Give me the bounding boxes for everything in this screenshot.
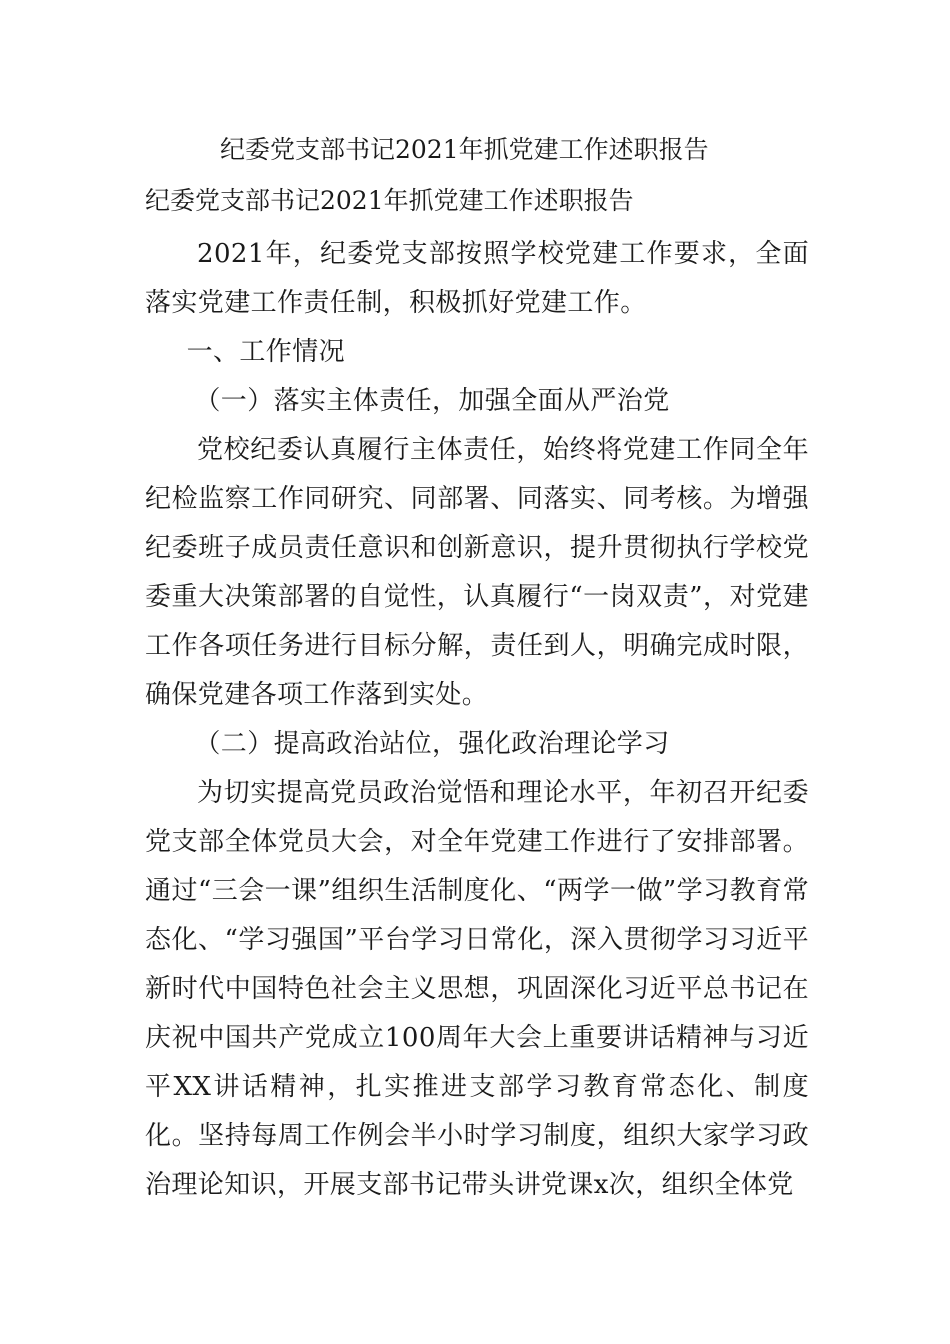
subsection-heading-2: （二）提高政治站位，强化政治理论学习: [194, 729, 670, 759]
subsection-heading-1: （一）落实主体责任，加强全面从严治党: [194, 386, 670, 416]
subsection-paragraph-1: 党校纪委认真履行主体责任，始终将党建工作同全年纪检监察工作同研究、同部署、同落实、同考核。为增强纪委班子成员责任意识和创新意识，提升贯彻执行学校党委重大决策部署的自觉性，认真履行“一岗双责”，对党建工作各项任务进行目标分解，责任到人，明确完成时限，确保党建各项工作落到实处。: [145, 435, 809, 710]
subsection-paragraph-2: 为切实提高党员政治觉悟和理论水平，年初召开纪委党支部全体党员大会，对全年党建工作进行了安排部署。通过“三会一课”组织生活制度化、“两学一做”学习教育常态化、“学习强国”平台学习日常化，深入贯彻学习习近平新时代中国特色社会主义思想，巩固深化习近平总书记在庆祝中国共产党成立100周年大会上重要讲话精神与习近平XX讲话精神，扎实推进支部学习教育常态化、制度化。坚持每周工作例会半小时学习制度，组织大家学习政治理论知识，开展支部书记带头讲党课x次，组织全体党: [145, 778, 809, 1200]
intro-paragraph: 2021年，纪委党支部按照学校党建工作要求，全面落实党建工作责任制，积极抓好党建工作。: [145, 239, 809, 318]
document-subtitle: 纪委党支部书记2021年抓党建工作述职报告: [145, 186, 634, 215]
document-body: [145, 230, 809, 1210]
section-heading: 一、工作情况: [186, 337, 345, 367]
document-title: 纪委党支部书记2021年抓党建工作述职报告: [220, 135, 709, 164]
